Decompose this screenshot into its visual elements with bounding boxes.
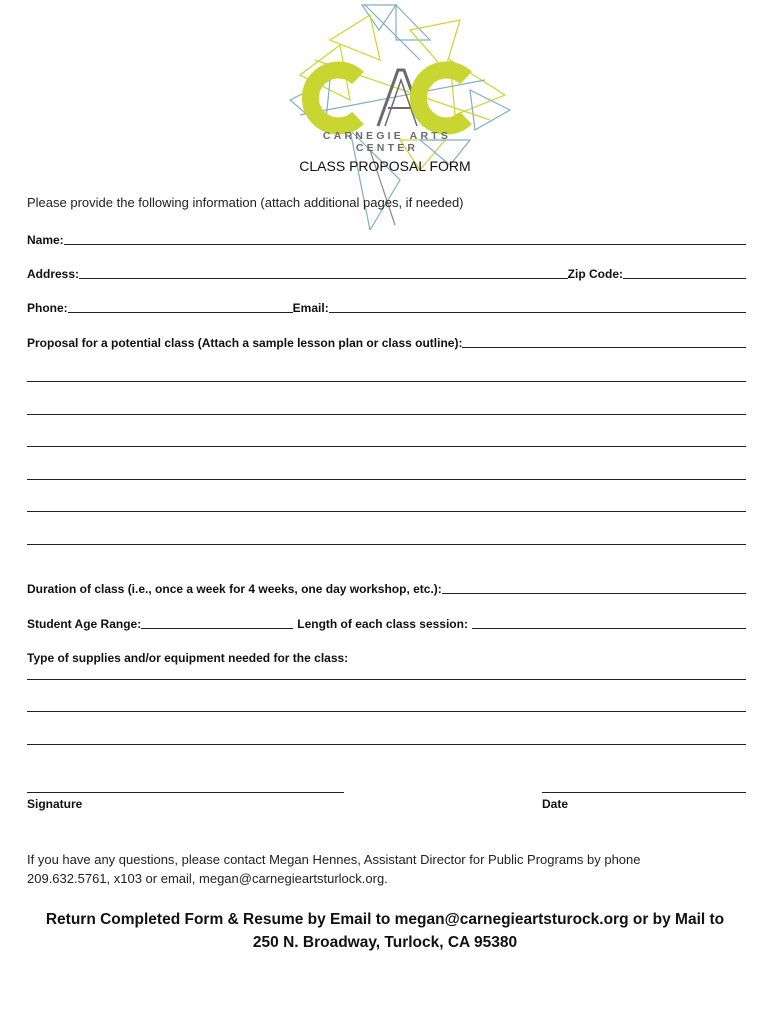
name-label: Name: [27, 233, 64, 247]
age-field[interactable] [141, 616, 293, 629]
length-label: Length of each class session: [297, 617, 468, 631]
return-instructions [0, 908, 770, 954]
return-line-2: 250 N. Broadway, Turlock, CA 95380 [252, 934, 518, 951]
phone-email-row [27, 299, 746, 315]
email-label: Email: [292, 301, 329, 315]
date-field[interactable] [542, 792, 746, 793]
address-field[interactable] [79, 266, 568, 279]
address-row [27, 265, 746, 281]
signature-field[interactable] [27, 792, 344, 793]
logo-name: CARNEGIE ARTS CENTER [322, 130, 452, 154]
name-field[interactable] [64, 232, 746, 245]
contact-info [27, 850, 727, 888]
phone-label: Phone: [27, 301, 68, 315]
logo-letter-c-right [418, 70, 466, 126]
proposal-line-5[interactable] [27, 511, 746, 512]
age-label: Student Age Range: [27, 617, 142, 631]
proposal-row [27, 334, 746, 350]
age-length-row [27, 615, 746, 631]
supplies-line-2[interactable] [27, 711, 746, 712]
proposal-label: Proposal for a potential class (Attach a sample lesson plan or class outline): [27, 336, 463, 350]
length-field[interactable] [472, 616, 746, 629]
supplies-row [27, 649, 746, 665]
form-title: CLASS PROPOSAL FORM [299, 158, 471, 174]
duration-field[interactable] [442, 581, 746, 594]
proposal-line-6[interactable] [27, 544, 746, 545]
signature-label: Signature [27, 797, 83, 811]
zip-field[interactable] [623, 266, 746, 279]
proposal-line-1[interactable] [27, 381, 746, 382]
form-intro: Please provide the following information (attach additional pages, if needed) [27, 195, 464, 210]
proposal-line-4[interactable] [27, 479, 746, 480]
supplies-line-3[interactable] [27, 744, 746, 745]
supplies-line-1[interactable] [27, 679, 746, 680]
supplies-label: Type of supplies and/or equipment needed for the class: [27, 651, 349, 665]
zip-label: Zip Code: [567, 267, 623, 281]
logo-letter-c-left [310, 70, 358, 126]
duration-row [27, 580, 746, 596]
duration-label: Duration of class (i.e., once a week for 4 weeks, one day workshop, etc.): [27, 582, 442, 596]
phone-field[interactable] [68, 300, 293, 313]
name-row [27, 231, 746, 247]
proposal-line-2[interactable] [27, 414, 746, 415]
address-label: Address: [27, 267, 80, 281]
proposal-line-3[interactable] [27, 446, 746, 447]
contact-line-2: 209.632.5761, x103 or email, megan@carnegieartsturlock.org. [27, 871, 388, 886]
contact-line-1: If you have any questions, please contact Megan Hennes, Assistant Director for Public Programs by phone [27, 852, 641, 867]
email-field[interactable] [329, 300, 746, 313]
return-line-1: Return Completed Form & Resume by Email to megan@carnegieartsturock.org or by Mail to [45, 911, 725, 928]
date-label: Date [542, 797, 569, 811]
proposal-field[interactable] [462, 335, 746, 348]
